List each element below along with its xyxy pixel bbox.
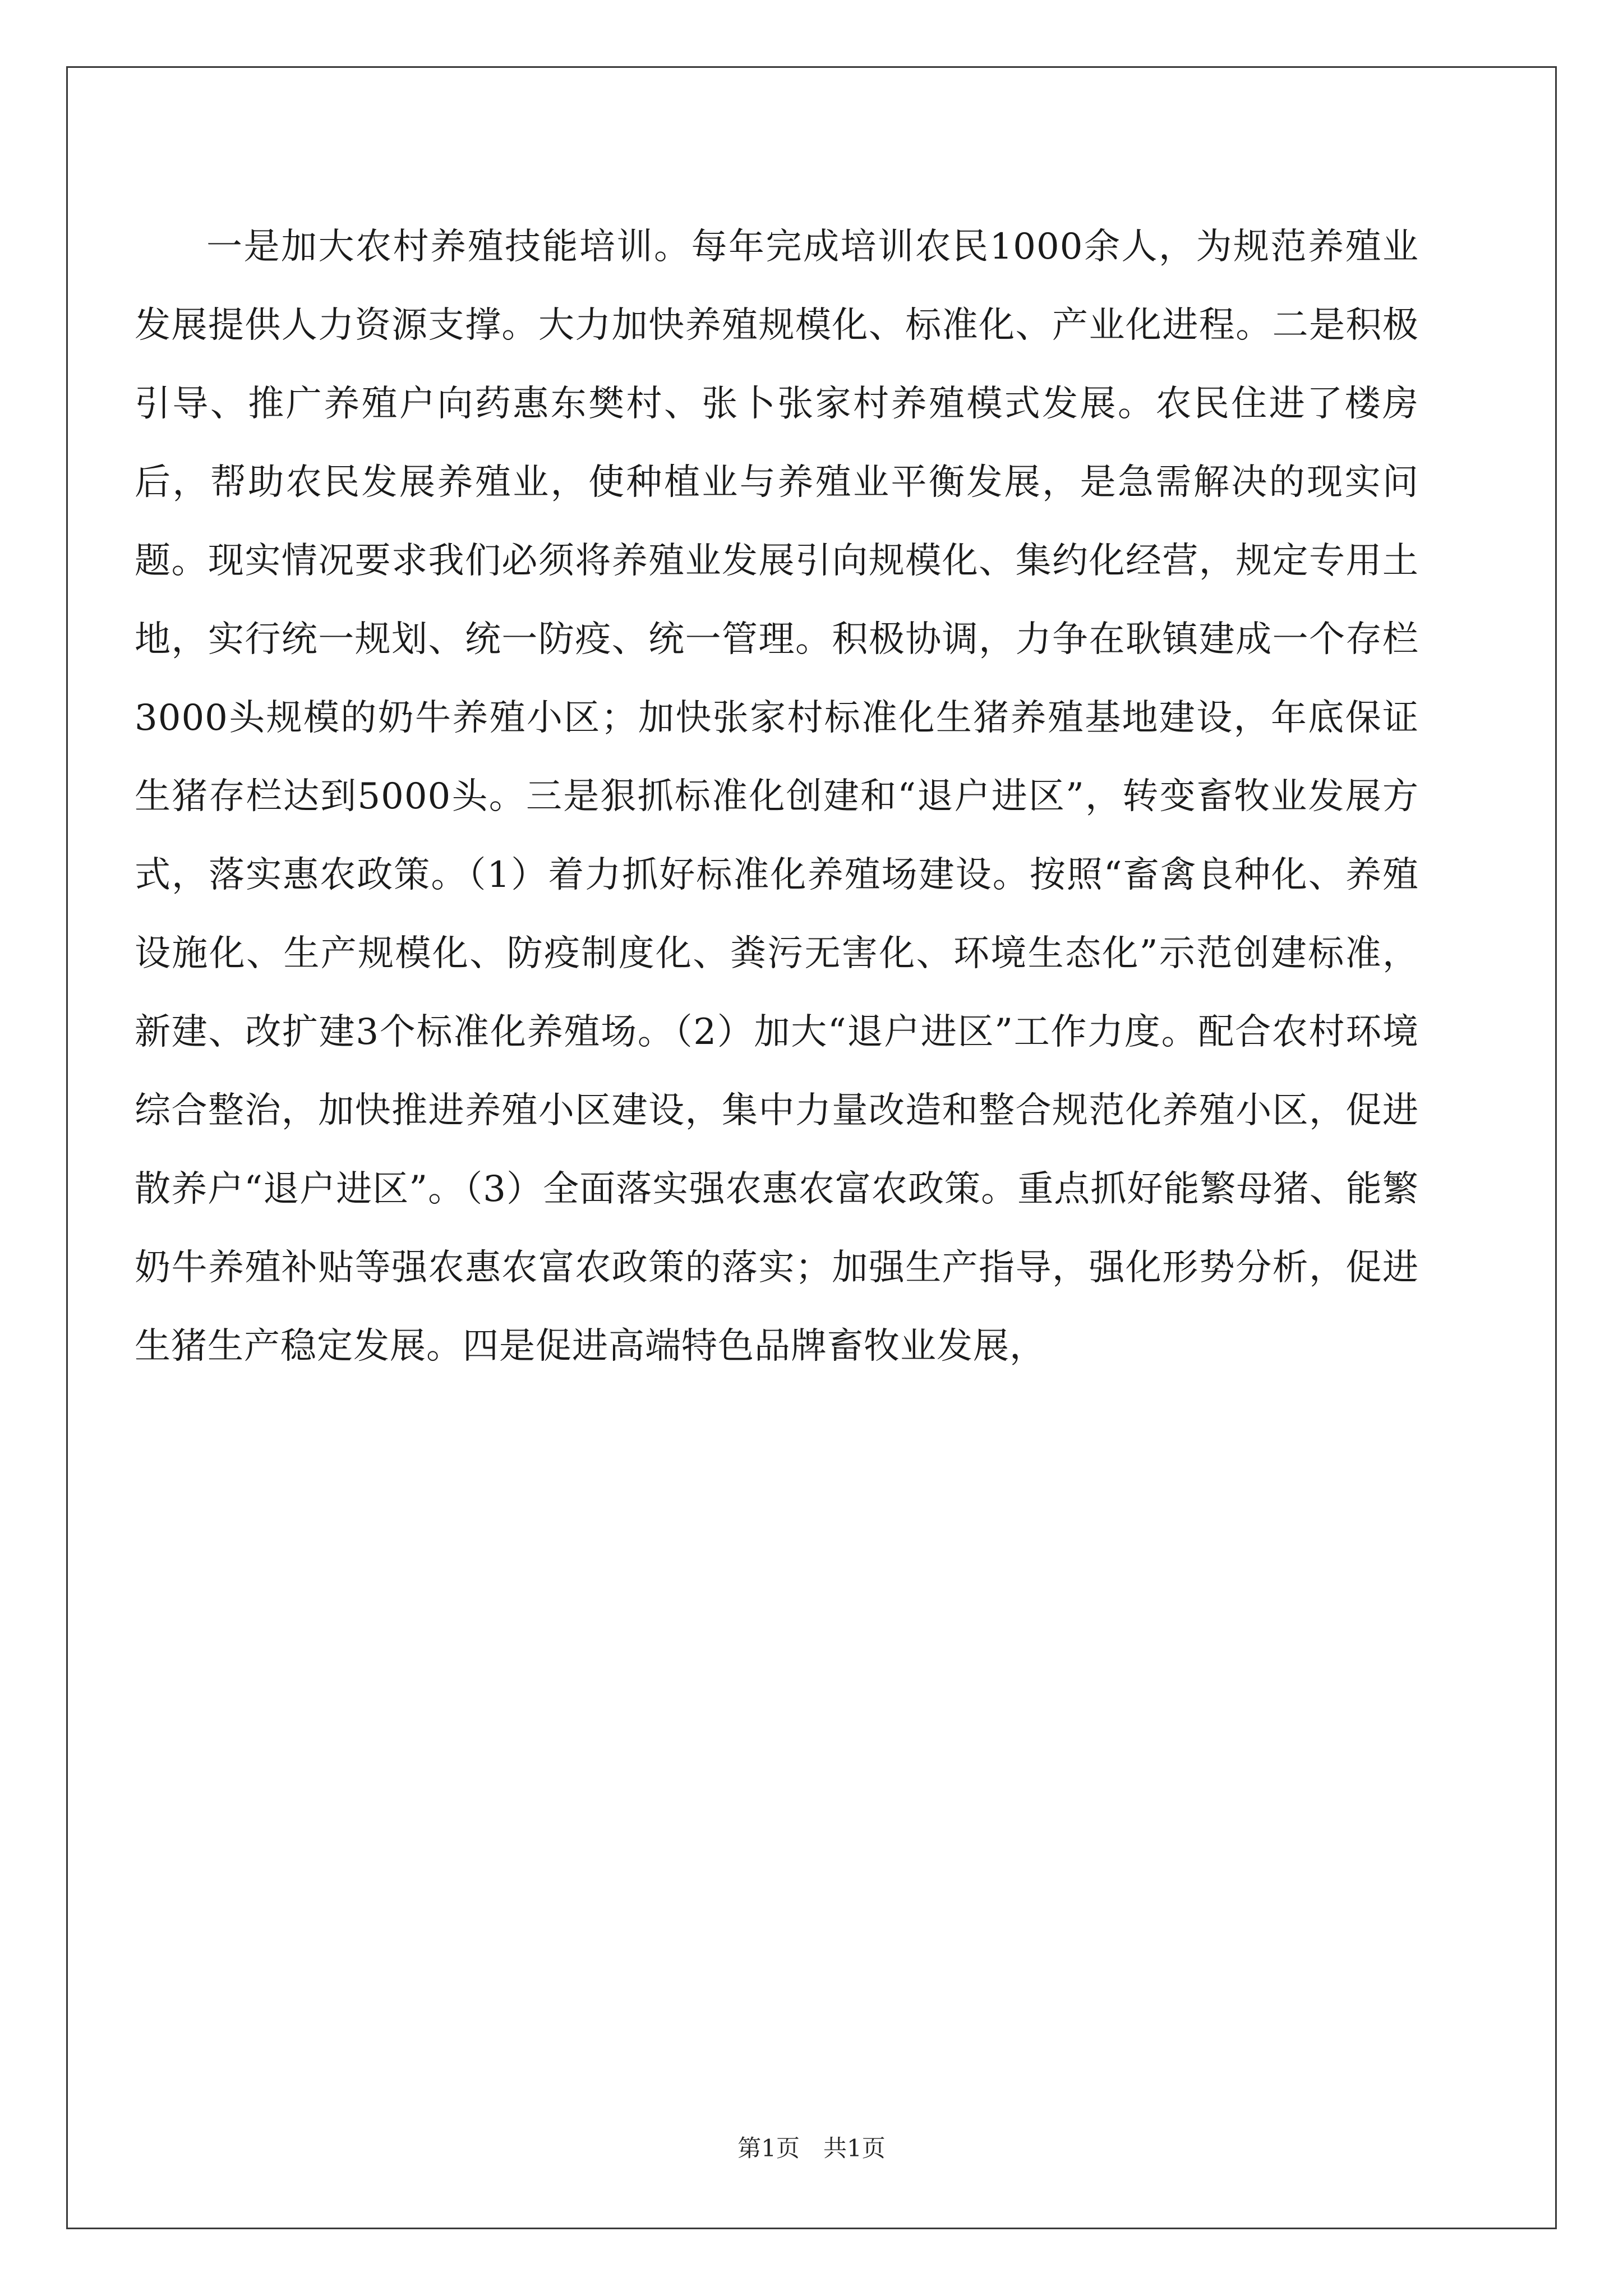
page-number: 第1页: [737, 2134, 800, 2162]
page-footer: [0, 2132, 1623, 2165]
total-pages: 共1页: [823, 2134, 886, 2162]
body-paragraph: 一是加大农村养殖技能培训。每年完成培训农民1000余人，为规范养殖业发展提供人力资源支撑。大力加快养殖规模化、标准化、产业化进程。二是积极引导、推广养殖户向药惠东樊村、张卜张家村养殖模式发展。农民住进了楼房后，帮助农民发展养殖业，使种植业与养殖业平衡发展，是急需解决的现实问题。现实情况要求我们必须将养殖业发展引向规模化、集约化经营，规定专用土地，实行统一规划、统一防疫、统一管理。积极协调，力争在耿镇建成一个存栏3000头规模的奶牛养殖小区；加快张家村标准化生猪养殖基地建设，年底保证生猪存栏达到5000头。三是狠抓标准化创建和“退户进区”，转变畜牧业发展方式，落实惠农政策。（1）着力抓好标准化养殖场建设。按照“畜禽良种化、养殖设施化、生产规模化、防疫制度化、粪污无害化、环境生态化”示范创建标准，新建、改扩建3个标准化养殖场。（2）加大“退户进区”工作力度。配合农村环境综合整治，加快推进养殖小区建设，集中力量改造和整合规范化养殖小区，促进散养户“退户进区”。（3）全面落实强农惠农富农政策。重点抓好能繁母猪、能繁奶牛养殖补贴等强农惠农富农政策的落实；加强生产指导，强化形势分析，促进生猪生产稳定发展。四是促进高端特色品牌畜牧业发展，: [135, 226, 1419, 1367]
